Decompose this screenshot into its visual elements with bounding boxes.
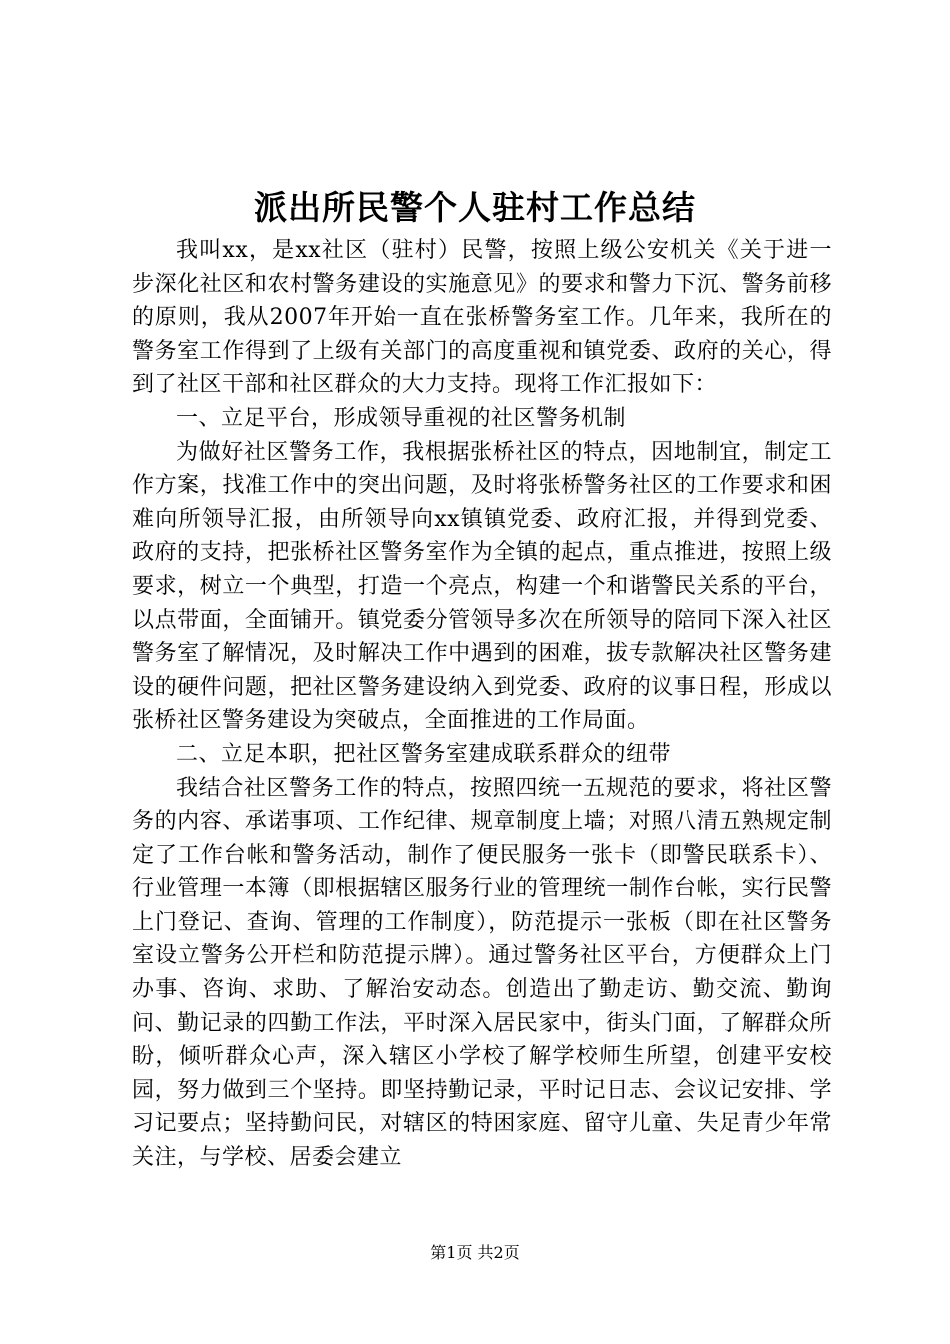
page-footer: 第1页 共2页: [430, 1243, 520, 1262]
section-2-paragraph: 我结合社区警务工作的特点，按照四统一五规范的要求，将社区警务的内容、承诺事项、工作纪律、规章制度上墙；对照八清五熟规定制定了工作台帐和警务活动，制作了便民服务一张卡（即警民联系卡）、行业管理一本簿（即根据辖区服务行业的管理统一制作台帐，实行民警上门登记、查询、管理的工作制度），防范提示一张板（即在社区警务室设立警务公开栏和防范提示牌）。通过警务社区平台，方便群众上门办事、咨询、求助、了解治安动态。创造出了勤走访、勤交流、勤询问、勤记录的四勤工作法，平时深入居民家中，街头门面，了解群众所盼，倾听群众心声，深入辖区小学校了解学校师生所望，创建平安校园，努力做到三个坚持。即坚持勤记录，平时记日志、会议记安排、学习记要点；坚持勤问民，对辖区的特困家庭、留守儿童、失足青少年常关注，与学校、居委会建立: [132, 775, 832, 1171]
document-body: [132, 234, 832, 1175]
document-title: 派出所民警个人驻村工作总结: [254, 188, 696, 227]
section-heading-2: 二、立足本职，把社区警务室建成联系群众的纽带: [176, 741, 672, 767]
intro-paragraph: 我叫xx，是xx社区（驻村）民警，按照上级公安机关《关于进一步深化社区和农村警务建设的实施意见》的要求和警力下沉、警务前移的原则，我从2007年开始一直在张桥警务室工作。几年来，我所在的警务室工作得到了上级有关部门的高度重视和镇党委、政府的关心，得到了社区干部和社区群众的大力支持。现将工作汇报如下：: [132, 238, 832, 398]
section-heading-1: 一、立足平台，形成领导重视的社区警务机制: [176, 405, 627, 431]
section-1-paragraph: 为做好社区警务工作，我根据张桥社区的特点，因地制宜，制定工作方案，找准工作中的突出问题，及时将张桥警务社区的工作要求和困难向所领导汇报，由所领导向xx镇镇党委、政府汇报，并得到党委、政府的支持，把张桥社区警务室作为全镇的起点，重点推进，按照上级要求，树立一个典型，打造一个亮点，构建一个和谐警民关系的平台，以点带面，全面铺开。镇党委分管领导多次在所领导的陪同下深入社区警务室了解情况，及时解决工作中遇到的困难，拔专款解决社区警务建设的硬件问题，把社区警务建设纳入到党委、政府的议事日程，形成以张桥社区警务建设为突破点，全面推进的工作局面。: [132, 439, 832, 734]
